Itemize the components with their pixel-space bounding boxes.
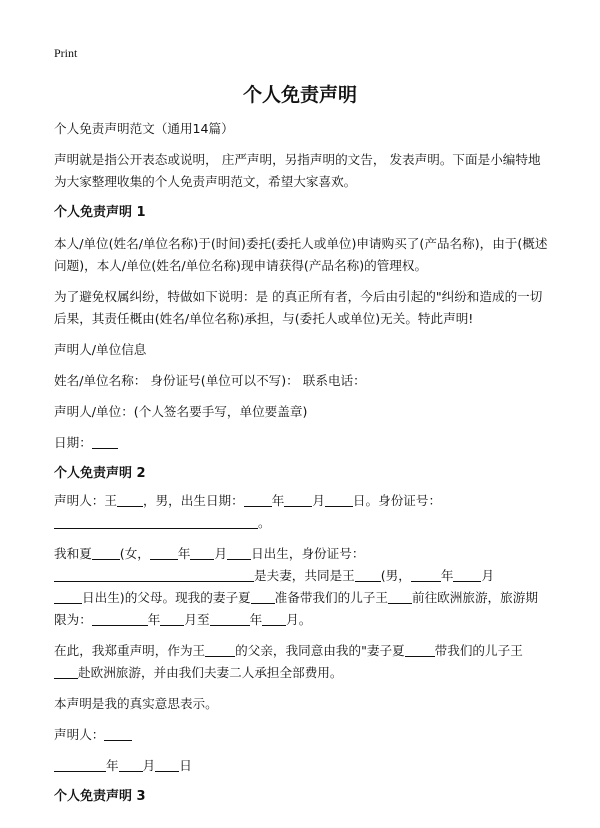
text-run: ，男，出生日期： xyxy=(142,493,244,508)
blank-line xyxy=(160,612,184,626)
text-run: 年 xyxy=(147,612,161,627)
blank-line xyxy=(54,758,106,772)
blank-line xyxy=(244,493,272,507)
section1-paragraph-5: 声明人/单位：(个人签名要手写，单位要盖章) xyxy=(54,404,308,419)
blank-line xyxy=(117,493,143,507)
section1-paragraph-2: 为了避免权属纠纷，特做如下说明：是 的真正所有者，今后由引起的"纠纷和造成的一切后果，其责任概由(姓名/单位名称)承担，与(委托人或单位)无关。特此声明! xyxy=(54,289,543,326)
section-heading-3: 个人免责声明 3 xyxy=(54,789,146,804)
section-heading-1: 个人免责声明 1 xyxy=(54,205,146,220)
section2-date-line xyxy=(54,755,550,777)
blank-line xyxy=(155,758,179,772)
blank-line xyxy=(92,546,120,560)
blank-line xyxy=(411,568,441,582)
text-run: 赴欧洲旅游，并由我们夫妻二人承担全部费用。 xyxy=(78,665,343,680)
section1-paragraph-4: 姓名/单位名称： 身份证号(单位可以不写)： 联系电话： xyxy=(54,373,366,388)
section2-signer-line xyxy=(54,724,550,746)
text-run: 前往欧洲旅游，旅游期限为： xyxy=(54,590,538,627)
blank-line xyxy=(119,758,143,772)
page-title: 个人免责声明 xyxy=(242,84,357,106)
blank-line xyxy=(190,546,214,560)
text-run: 年 xyxy=(271,493,285,508)
intro-paragraph: 声明就是指公开表态或说明， 庄严声明，另指声明的文告， 发表声明。下面是小编特地为大家整理收集的个人免责声明范文，希望大家喜欢。 xyxy=(54,152,541,189)
text-run: 年 xyxy=(440,568,454,583)
date-label: 日期： xyxy=(54,435,92,450)
section-heading-2: 个人免责声明 2 xyxy=(54,466,146,481)
blank-line xyxy=(325,493,353,507)
text-run: 声明人：王 xyxy=(54,493,117,508)
text-run: 。 xyxy=(258,515,271,530)
text-run: 日出生)的父母。现我的妻子夏 xyxy=(82,590,251,605)
text-run: (男， xyxy=(380,568,411,583)
blank-line xyxy=(54,590,82,604)
blank-line xyxy=(54,665,78,679)
blank-line xyxy=(150,546,178,560)
document-body xyxy=(54,118,550,817)
section1-date-line xyxy=(54,432,550,454)
blank-line xyxy=(227,546,251,560)
text-run: 的父亲，我同意由我的"妻子夏 xyxy=(235,643,405,658)
text-run: 月至 xyxy=(184,612,210,627)
text-run: 月 xyxy=(312,493,325,508)
blank-line xyxy=(251,590,275,604)
text-run: 日出生，身份证号： xyxy=(251,546,365,561)
text-run: 日。身份证号： xyxy=(352,493,442,508)
text-run: 声明人： xyxy=(54,727,105,742)
section2-paragraph-1 xyxy=(54,490,550,534)
text-run: 年 xyxy=(106,758,119,773)
blank-line xyxy=(355,568,381,582)
text-run: 年 xyxy=(177,546,191,561)
text-run: 是夫妻，共同是王 xyxy=(254,568,355,583)
blank-line xyxy=(54,515,258,529)
blank-line xyxy=(54,568,254,582)
date-blank xyxy=(92,435,118,449)
text-run: 年 xyxy=(249,612,263,627)
text-run: 月 xyxy=(214,546,228,561)
blank-line xyxy=(210,612,250,626)
text-run: 带我们的儿子王 xyxy=(434,643,523,658)
text-run: 月 xyxy=(481,568,495,583)
blank-line xyxy=(388,590,412,604)
blank-line xyxy=(453,568,481,582)
text-run: 月 xyxy=(142,758,156,773)
blank-line xyxy=(205,643,235,657)
section2-paragraph-3 xyxy=(54,640,550,684)
section1-paragraph-3: 声明人/单位信息 xyxy=(54,342,147,357)
text-run: 月。 xyxy=(286,612,312,627)
section2-paragraph-4: 本声明是我的真实意思表示。 xyxy=(54,696,218,711)
blank-line xyxy=(284,493,312,507)
blank-line xyxy=(262,612,286,626)
blank-line xyxy=(104,727,132,741)
text-run: 在此，我郑重声明，作为王 xyxy=(54,643,206,658)
print-label: Print xyxy=(54,46,78,60)
subtitle: 个人免责声明范文（通用14篇） xyxy=(54,121,234,136)
blank-line xyxy=(405,643,435,657)
text-run: 日 xyxy=(179,758,192,773)
text-run: (女， xyxy=(119,546,150,561)
text-run: 准备带我们的儿子王 xyxy=(274,590,388,605)
blank-line xyxy=(92,612,148,626)
text-run: 我和夏 xyxy=(54,546,92,561)
section1-paragraph-1: 本人/单位(姓名/单位名称)于(时间)委托(委托人或单位)申请购买了(产品名称)，由于(概述问题)，本人/单位(姓名/单位名称)现申请获得(产品名称)的管理权。 xyxy=(54,236,548,273)
section2-paragraph-2 xyxy=(54,543,550,631)
